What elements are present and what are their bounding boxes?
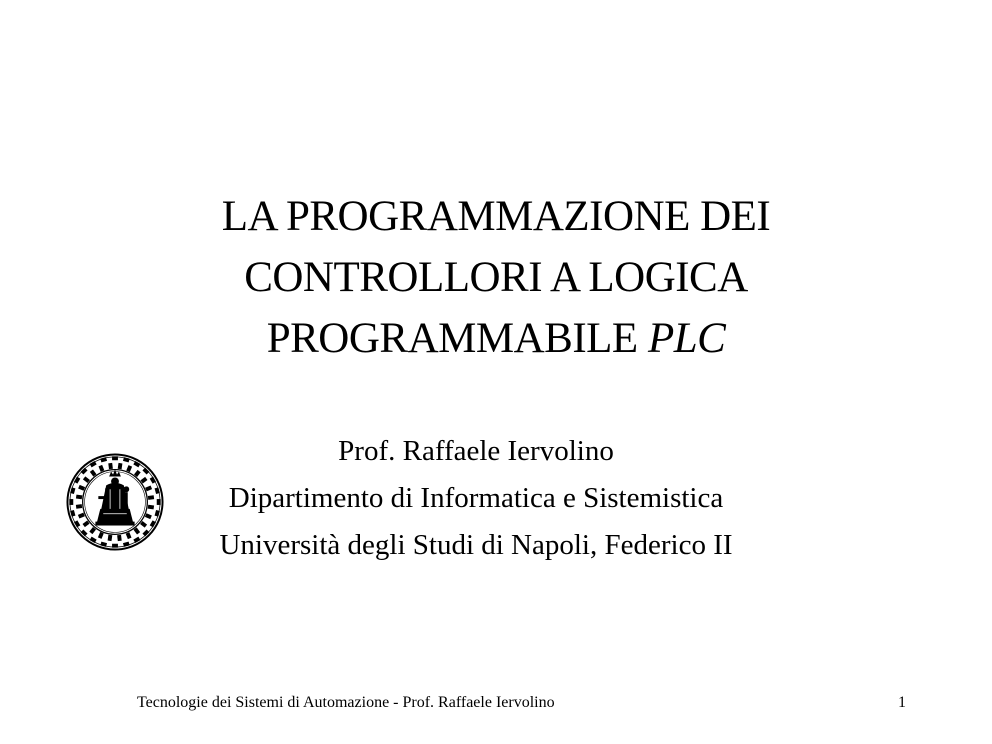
page-number: 1 <box>898 694 906 711</box>
slide-title <box>0 186 992 369</box>
title-plc-italic: PLC <box>647 315 726 362</box>
university-name: Università degli Studi di Napoli, Federico II <box>219 529 733 561</box>
department-name: Dipartimento di Informatica e Sistemistica <box>228 482 724 514</box>
university-seal-icon <box>66 453 164 551</box>
title-line-3 <box>0 308 992 369</box>
title-line-1: LA PROGRAMMAZIONE DEI <box>221 193 771 240</box>
author-info <box>176 428 776 569</box>
title-line-2: CONTROLLORI A LOGICA <box>244 254 748 301</box>
title-line-3-main: PROGRAMMABILE <box>266 315 638 362</box>
footer-course-text: Tecnologie dei Sistemi di Automazione - Prof. Raffaele Iervolino <box>137 694 555 711</box>
author-name: Prof. Raffaele Iervolino <box>338 435 614 467</box>
